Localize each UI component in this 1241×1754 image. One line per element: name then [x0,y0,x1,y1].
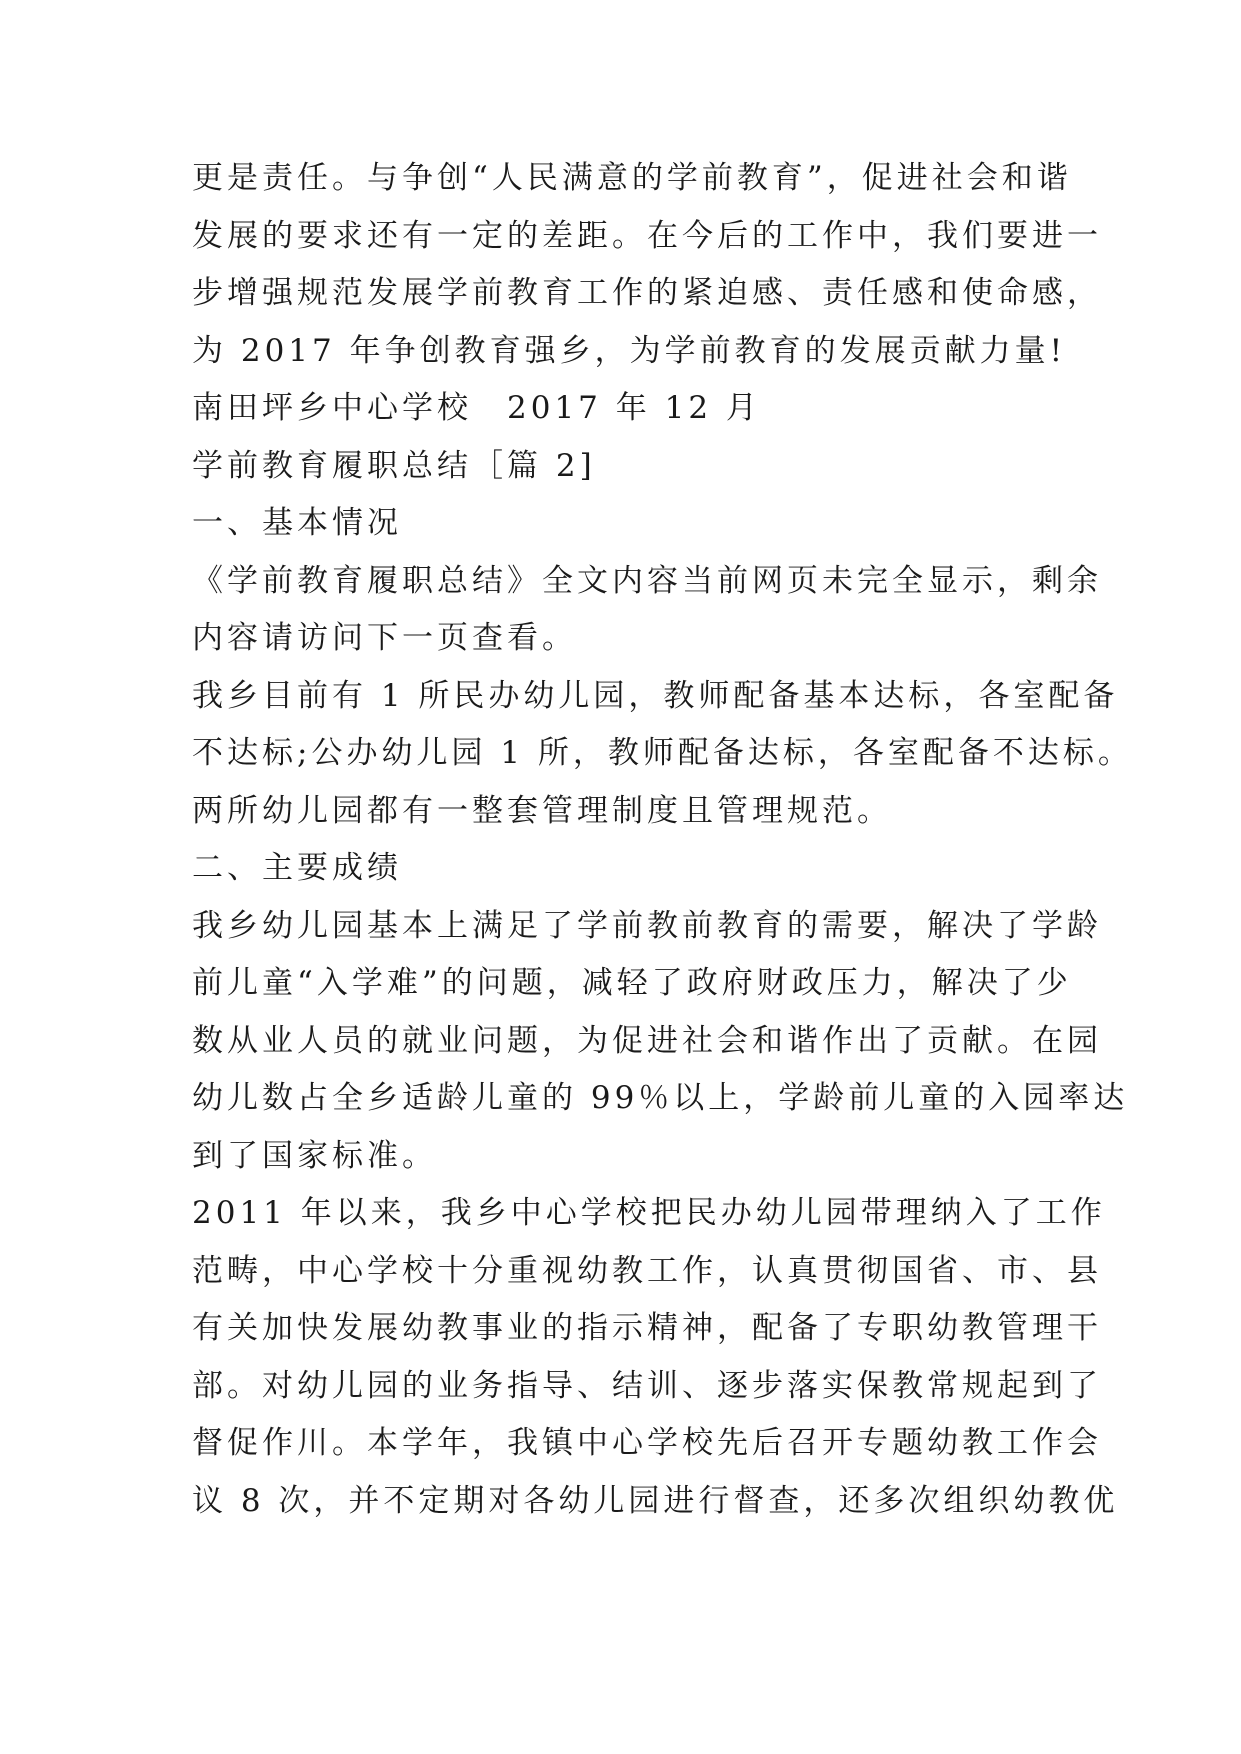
heading-basic-situation: 一、基本情况 [192,505,402,541]
text-line: 更是责任。与争创“人民满意的学前教育”，促进社会和谐 [192,160,1072,196]
text-line: 部。对幼儿园的业务指导、结训、逐步落实保教常规起到了 [192,1367,1102,1404]
text-line: 督促作川。本学年，我镇中心学校先后召开专题幼教工作会 [192,1425,1102,1461]
text-line: 不达标;公办幼儿园 1 所，教师配备达标，各室配备不达标。 [192,735,1133,771]
text-line: 发展的要求还有一定的差距。在今后的工作中，我们要进一 [192,217,1102,254]
text-line: 我乡幼儿园基本上满足了学前教前教育的需要，解决了学龄 [192,907,1102,944]
text-line: 内容请访问下一页查看。 [192,620,577,656]
heading-main-achievements: 二、主要成绩 [192,850,402,886]
document-body [192,150,1133,1530]
text-line: 前儿童“入学难”的问题，减轻了政府财政压力，解决了少 [192,965,1072,1001]
text-line: 幼儿数占全乡适龄儿童的 99％以上，学龄前儿童的入园率达 [192,1080,1129,1116]
text-line: 为 2017 年争创教育强乡，为学前教育的发展贡献力量! [192,332,1067,369]
text-line: 《学前教育履职总结》全文内容当前网页未完全显示，剩余 [192,562,1102,599]
section-title: 学前教育履职总结［篇 2] [192,447,596,484]
text-line: 我乡目前有 1 所民办幼儿园，教师配备基本达标，各室配备 [192,677,1119,714]
signature-line: 南田坪乡中心学校 2017 年 12 月 [192,390,761,426]
text-line: 两所幼儿园都有一整套管理制度且管理规范。 [192,792,892,829]
text-line: 议 8 次，并不定期对各幼儿园进行督查，还多次组织幼教优 [192,1482,1119,1519]
text-line: 有关加快发展幼教事业的指示精神，配备了专职幼教管理干 [192,1310,1102,1346]
text-line: 步增强规范发展学前教育工作的紧迫感、责任感和使命感， [192,275,1102,311]
text-line: 数从业人员的就业问题，为促进社会和谐作出了贡献。在园 [192,1022,1102,1059]
text-line: 到了国家标准。 [192,1137,437,1174]
text-line: 2011 年以来，我乡中心学校把民办幼儿园带理纳入了工作 [192,1195,1106,1231]
text-line: 范畴，中心学校十分重视幼教工作，认真贯彻国省、市、县 [192,1252,1102,1289]
